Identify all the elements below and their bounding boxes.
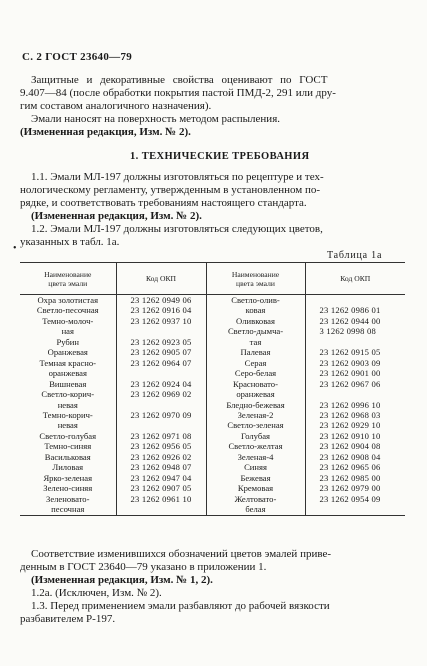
header-text: Наименование [231,269,280,279]
colors-table [20,262,405,516]
okp-code-cell [305,389,405,399]
okp-code-cell: 23 1262 0907 05 [116,483,206,493]
color-name-cell: Светло-желтая [206,441,305,451]
table-row [20,431,405,441]
okp-code-cell: 23 1262 0948 07 [116,462,206,472]
table-body [20,295,405,516]
column-header [206,263,305,295]
table-row [20,316,405,326]
amendment-note: (Измененная редакция, Изм. № 2). [31,210,202,222]
paragraph-line: гим составом аналогичного назначения). [20,100,212,112]
color-name-cell: Васильковая [20,452,116,462]
color-name-cell: Зеленая-2 [206,410,305,420]
okp-code-cell: 23 1262 0969 02 [116,389,206,399]
color-name-cell: Светло-олив- [206,295,305,306]
okp-code-cell: 23 1262 0961 10 [116,494,206,504]
color-name-cell: Бледно-бежевая [206,400,305,410]
okp-code-cell: 23 1262 0944 00 [319,315,381,326]
table-row [20,483,405,493]
okp-code-cell: 23 1262 0979 00 [319,483,381,494]
okp-code-cell: 23 1262 0929 10 [319,420,381,431]
page-header: С. 2 ГОСТ 23640—79 [22,51,133,63]
okp-code-cell [305,504,405,515]
paragraph-line: рядке, и соответствовать требованиям настоящего стандарта. [20,197,307,209]
paragraph-line: разбавителем Р-197. [20,613,116,625]
table-row [20,452,405,462]
color-name-cell: белая [206,504,305,515]
okp-code-cell: 23 1262 0956 05 [116,441,206,451]
color-name-cell: оранжевая [20,368,116,378]
color-name-cell: Оранжевая [20,347,116,357]
okp-code-cell: 23 1262 0916 04 [116,305,206,315]
okp-code-cell [116,326,206,336]
okp-code-cell: 23 1262 0986 01 [319,305,381,316]
amendment-note: (Измененная редакция, Изм. № 2). [20,126,191,138]
color-name-cell: Оливковая [206,316,305,326]
okp-code-cell: 23 1262 0996 10 [319,399,381,410]
color-name-cell: ная [20,326,116,336]
color-name-cell: Бежевая [206,473,305,483]
table-row [20,368,405,378]
table-row [20,295,405,306]
table-row [20,473,405,483]
okp-code-cell: 23 1262 0908 04 [319,451,381,462]
okp-code-cell: 3 1262 0998 08 [319,326,377,337]
okp-code-cell: 23 1262 0915 05 [319,347,381,358]
color-name-cell: Светло-дымча- [206,326,305,336]
paragraph-line: 9.407—84 (после обработки покрытия пастой ПМД-2, 291 или дру- [20,87,336,99]
color-name-cell: Темно-корич- [20,410,116,420]
table-row [20,494,405,504]
paragraph-line: Защитные и декоративные свойства оценивают по ГОСТ [31,74,328,86]
okp-code-cell: 23 1262 0971 08 [116,431,206,441]
color-name-cell: Красновато- [206,379,305,389]
section-title: 1. ТЕХНИЧЕСКИЕ ТРЕБОВАНИЯ [130,151,310,162]
table-row [20,420,405,430]
table-row [20,305,405,315]
okp-code-cell: 23 1262 0903 09 [319,357,381,368]
header-text: Наименование [44,269,92,279]
margin-mark: • [13,243,17,254]
color-name-cell: Серо-белая [206,368,305,378]
okp-code-cell: 23 1262 0901 00 [319,368,381,379]
table-row [20,410,405,420]
paragraph-line: 1.2. Эмали МЛ-197 должны изготовляться следующих цветов, [31,223,323,235]
table-row [20,400,405,410]
okp-code-cell: 23 1262 0937 10 [116,316,206,326]
okp-code-cell [116,368,206,378]
okp-code-cell: 23 1262 0904 08 [319,441,381,452]
okp-code-cell: 23 1262 0910 10 [319,430,381,441]
header-text: цвета эмали [48,278,88,288]
color-name-cell: Светло-голубая [20,431,116,441]
paragraph-line: Соответствие изменившихся обозначений цветов эмалей приве- [31,548,332,560]
paragraph-line: Эмали наносят на поверхность методом распыления. [31,113,280,125]
paragraph-line: 1.3. Перед применением эмали разбавляют до рабочей вязкости [31,600,330,612]
color-name-cell: невая [20,400,116,410]
column-header [20,263,116,295]
okp-code-cell [305,337,405,347]
okp-code-cell: 23 1262 0964 07 [116,358,206,368]
okp-code-cell: 23 1262 0954 09 [319,493,381,504]
amendment-note: (Измененная редакция, Изм. № 1, 2). [31,574,213,586]
table-header-row [20,263,405,295]
color-name-cell: Темно-молоч- [20,316,116,326]
paragraph-line: 1.1. Эмали МЛ-197 должны изготовляться по рецептуре и тех- [31,171,324,183]
table-row [20,337,405,347]
color-name-cell: Темная красно- [20,358,116,368]
okp-code-cell: 23 1262 0923 05 [116,337,206,347]
okp-code-cell: 23 1262 0905 07 [116,347,206,357]
okp-code-cell: 23 1262 0947 04 [116,473,206,483]
color-name-cell: тая [206,337,305,347]
color-name-cell: песочная [20,504,116,515]
color-name-cell: Рубин [20,337,116,347]
color-name-cell: Кремовая [206,483,305,493]
okp-code-cell: 23 1262 0949 06 [116,295,206,306]
table-row [20,358,405,368]
color-name-cell: Зеленовато- [20,494,116,504]
paragraph-line: указанных в табл. 1а. [20,236,120,248]
color-name-cell: Светло-корич- [20,389,116,399]
header-text: цвета эмали [236,278,275,288]
paragraph-line: нологическому регламенту, утвержденным в установленном по- [20,184,321,196]
table-caption: Таблица 1а [327,250,383,261]
table-row [20,504,405,515]
okp-code-cell: 23 1262 0926 02 [116,452,206,462]
okp-code-cell: 23 1262 0967 06 [319,378,381,389]
color-name-cell: Темно-синяя [20,441,116,451]
paragraph-line: денным в ГОСТ 23640—79 указано в приложении 1. [20,561,267,573]
table-row [20,462,405,472]
color-name-cell: Палевая [206,347,305,357]
color-name-cell: невая [20,420,116,430]
column-header: Код ОКП [116,263,206,295]
okp-code-cell [116,400,206,410]
okp-code-cell: 23 1262 0965 06 [319,462,381,473]
table-row [20,441,405,451]
okp-code-cell: 23 1262 0924 04 [116,379,206,389]
color-name-cell: Синяя [206,462,305,472]
color-name-cell: Желтовато- [206,494,305,504]
color-name-cell: ковая [206,305,305,315]
okp-code-cell: 23 1262 0968 03 [319,409,381,420]
color-name-cell: оранжевая [206,389,305,399]
color-name-cell: Лиловая [20,462,116,472]
color-name-cell: Вишневая [20,379,116,389]
paragraph-line: 1.2а. (Исключен, Изм. № 2). [31,587,162,599]
okp-code-cell: 23 1262 0970 09 [116,410,206,420]
color-name-cell: Голубая [206,431,305,441]
table-row [20,389,405,399]
color-name-cell: Охра золотистая [20,295,116,306]
color-name-cell: Светло-зеленая [206,420,305,430]
color-name-cell: Зелено-синяя [20,483,116,493]
color-name-cell: Светло-песочная [20,305,116,315]
color-name-cell: Серая [206,358,305,368]
okp-code-cell: 23 1262 0985 00 [319,472,381,483]
okp-code-cell [116,504,206,515]
table-row [20,379,405,389]
column-header: Код ОКП [305,263,405,295]
table-row [20,326,405,336]
table-row [20,347,405,357]
okp-code-cell [305,295,405,306]
color-name-cell: Ярко-зеленая [20,473,116,483]
okp-code-cell [116,420,206,430]
color-name-cell: Зеленая-4 [206,452,305,462]
